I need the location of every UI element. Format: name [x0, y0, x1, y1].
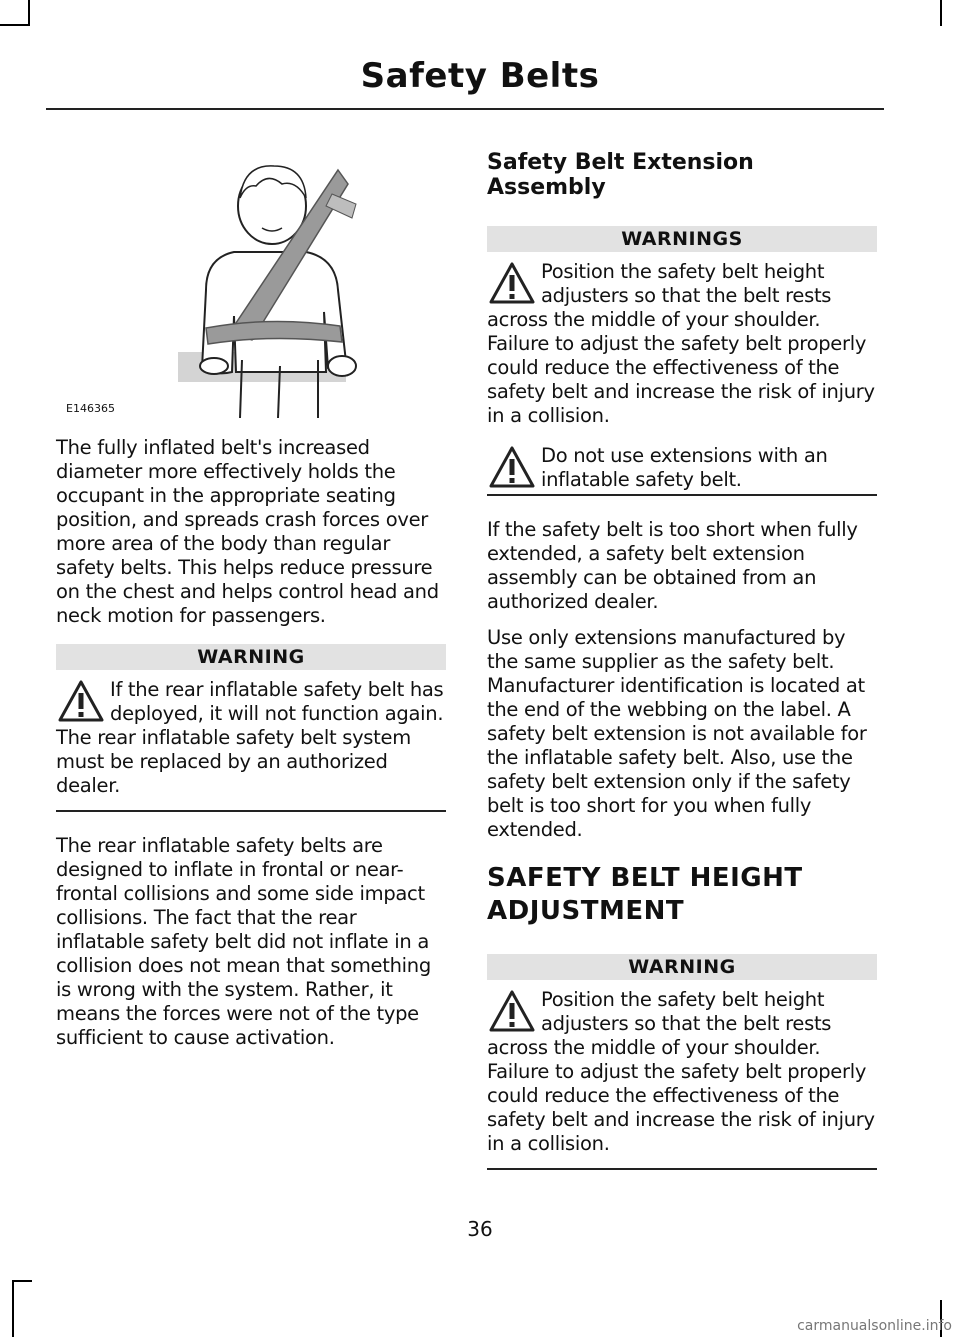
warning-triangle-icon: [56, 678, 106, 724]
warning-block-3: [487, 988, 877, 1156]
page-number: 36: [467, 1217, 493, 1241]
child-with-inflatable-belt-illustration: [56, 140, 446, 418]
paragraph-extension-rules: Use only extensions manufactured by the same supplier as the safety belt. Manufacturer identification is located at the end of the webbing on the label. A safety belt extension is not available for the inflatable safety belt. Also, use the safety belt extension only if the safety belt is too short for you when fully extended.: [487, 626, 867, 841]
warning-triangle-icon: [487, 444, 537, 490]
child-safety-belt-figure: [56, 140, 446, 418]
watermark: carmanualsonline.info: [797, 1318, 952, 1334]
crop-mark-top-left-h: [0, 24, 30, 26]
warning-triangle-icon: [487, 988, 537, 1034]
page-title: Safety Belts: [360, 56, 600, 96]
crop-mark-bottom-left-h: [12, 1280, 32, 1282]
warning-end-rule: [487, 1168, 877, 1170]
warning-text-3: Position the safety belt height adjusters so that the belt rests across the middle of your shoulder. Failure to adjust the safety belt properly could reduce the effectiveness of the safety belt and increase the risk of injury in a collision.: [487, 988, 875, 1155]
section-heading-height-adjustment: [487, 862, 877, 928]
warning-triangle-icon: [487, 260, 537, 306]
warning-block-2: [487, 444, 877, 492]
paragraph-belt-too-short: If the safety belt is too short when fully extended, a safety belt extension assembly can be obtained from an authorized dealer.: [487, 518, 858, 613]
warning-text-1: Position the safety belt height adjusters so that the belt rests across the middle of your shoulder. Failure to adjust the safety belt properly could reduce the effectiveness of the safety belt and increase the risk of injury in a collision.: [487, 260, 875, 427]
warning-heading-height: WARNING: [487, 954, 877, 980]
left-column: [56, 140, 446, 1062]
warning-text: If the rear inflatable safety belt has deployed, it will not function again. The rear inflatable safety belt system must be replaced by an authorized dealer.: [56, 678, 444, 797]
subheading-extension-assembly: Safety Belt Extension Assembly: [487, 150, 754, 200]
crop-mark-top-right-v: [940, 0, 942, 26]
warnings-heading: WARNINGS: [487, 226, 877, 252]
warning-block-1: [487, 260, 877, 428]
warning-block: [56, 678, 446, 798]
warning-heading: WARNING: [56, 644, 446, 670]
title-divider: [46, 108, 884, 110]
figure-code: E146365: [66, 402, 115, 415]
warning-text-2: Do not use extensions with an inflatable safety belt.: [541, 444, 828, 491]
warning-end-rule: [487, 494, 877, 496]
right-column: [487, 140, 877, 1170]
crop-mark-bottom-left-v: [12, 1280, 14, 1337]
paragraph-inflation-conditions: The rear inflatable safety belts are designed to inflate in frontal or near-frontal collisions and some side impact collisions. The fact that the rear inflatable safety belt did not inflate in a collision does not mean that something is wrong with the system. Rather, it means the forces were not of the type sufficient to cause activation.: [56, 834, 431, 1049]
paragraph-inflated-belt: The fully inflated belt's increased diameter more effectively holds the occupant in the appropriate seating position, and spreads crash forces over more area of the body than regular safety belts. This helps reduce pressure on the chest and helps control head and neck motion for passengers.: [56, 436, 439, 627]
warning-end-rule: [56, 810, 446, 812]
section-heading-line-2: ADJUSTMENT: [487, 896, 685, 926]
section-heading-line-1: SAFETY BELT HEIGHT: [487, 863, 803, 893]
crop-mark-top-left-v: [28, 0, 30, 26]
